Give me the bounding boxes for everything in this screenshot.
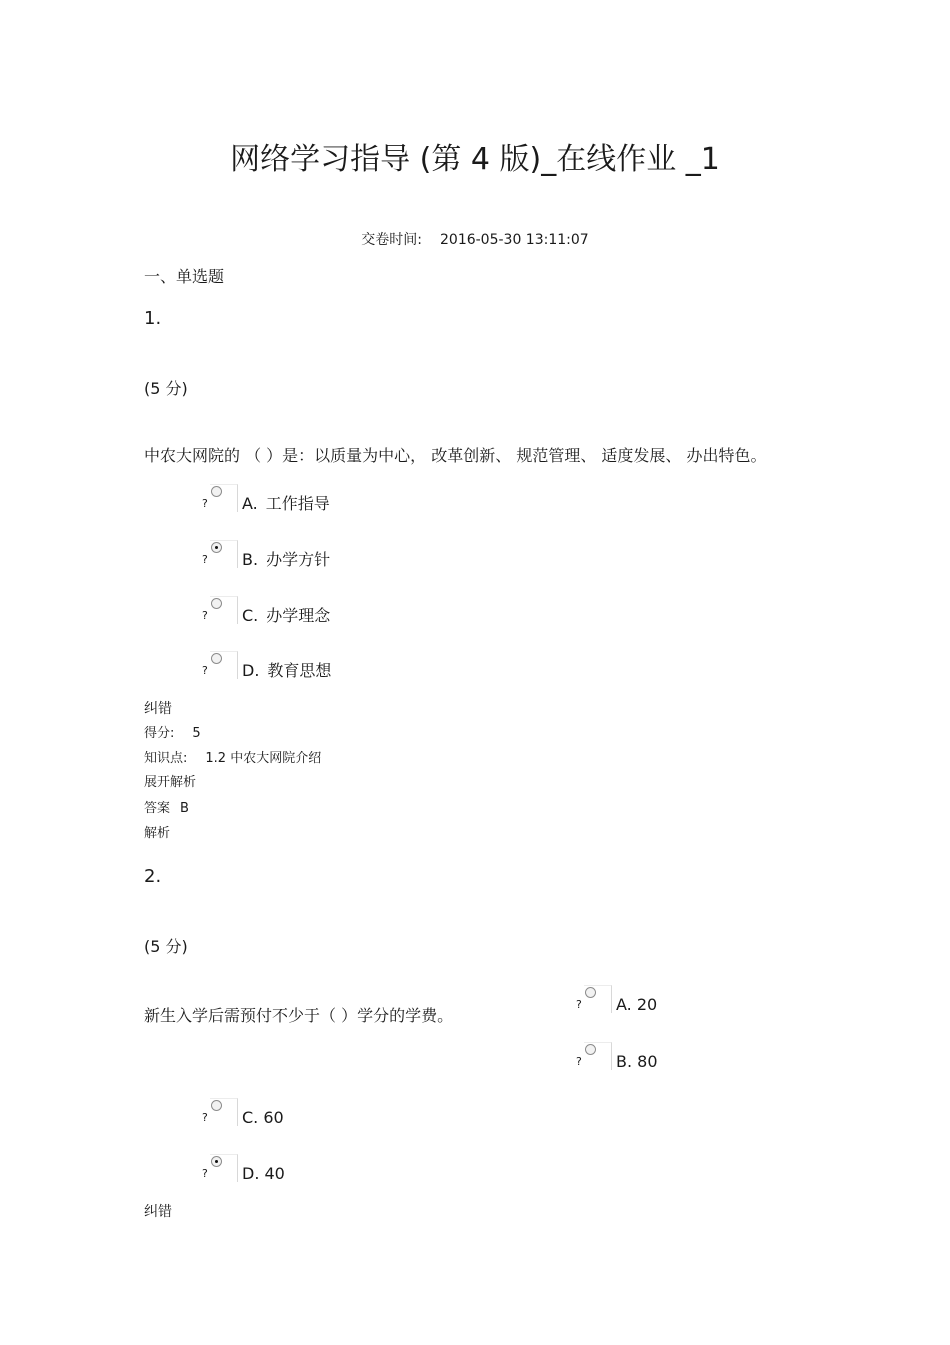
- option-letter: D.: [242, 661, 260, 680]
- radio-circle-icon: [211, 598, 222, 609]
- option-mark: ?: [202, 664, 208, 677]
- radio-dot-icon: [215, 1160, 218, 1163]
- option-letter: C.: [242, 1108, 259, 1127]
- page-title: 网络学习指导 (第 4 版)_在线作业 _1: [230, 142, 720, 177]
- question-1-answer: [144, 800, 189, 818]
- option-letter: A.: [616, 995, 632, 1014]
- question-2-number: 2.: [144, 866, 162, 887]
- option-letter: B.: [242, 550, 259, 569]
- radio-circle-icon: [211, 486, 222, 497]
- section-heading: 一、单选题: [144, 267, 225, 286]
- option-mark: ?: [576, 998, 582, 1011]
- option-mark: ?: [202, 1111, 208, 1124]
- option-mark: ?: [202, 1167, 208, 1180]
- question-2-report-error-link[interactable]: 纠错: [144, 1204, 172, 1220]
- option-letter: B.: [616, 1052, 633, 1071]
- question-2-option-b[interactable]: [576, 1042, 658, 1070]
- question-2-score: (5 分): [144, 937, 188, 956]
- option-text: 办学方针: [266, 550, 331, 569]
- submit-time-label: 交卷时间:: [361, 232, 422, 248]
- option-letter: C.: [242, 606, 259, 625]
- question-2-option-a[interactable]: [576, 985, 657, 1013]
- radio-button-selected[interactable]: [210, 1154, 238, 1182]
- option-text: 工作指导: [265, 494, 330, 513]
- knowledge-point-value: 1.2 中农大网院介绍: [205, 751, 322, 766]
- option-mark: ?: [202, 553, 208, 566]
- question-1-number: 1.: [144, 308, 162, 329]
- knowledge-point-label: 知识点:: [144, 751, 188, 766]
- question-1-report-error-link[interactable]: 纠错: [144, 701, 172, 717]
- question-2-stem: 新生入学后需预付不少于（ ）学分的学费。: [144, 1006, 454, 1025]
- question-2-option-d[interactable]: [202, 1154, 285, 1182]
- question-1-knowledge-point: [144, 750, 321, 768]
- radio-circle-icon: [211, 653, 222, 664]
- question-2-option-c[interactable]: [202, 1098, 284, 1126]
- question-1-option-d[interactable]: [202, 651, 331, 679]
- answer-label: 答案: [144, 801, 171, 816]
- got-score-label: 得分:: [144, 726, 175, 741]
- question-1-expand-analysis-link[interactable]: 展开解析: [144, 775, 197, 790]
- answer-value: B: [180, 801, 189, 816]
- radio-circle-icon: [585, 987, 596, 998]
- radio-circle-icon: [211, 1156, 222, 1167]
- question-1-got-score: [144, 725, 201, 743]
- option-text: 60: [263, 1108, 284, 1127]
- option-mark: ?: [202, 497, 208, 510]
- question-1-option-c[interactable]: [202, 596, 330, 624]
- option-letter: A.: [242, 494, 258, 513]
- option-mark: ?: [202, 609, 208, 622]
- radio-button[interactable]: [210, 651, 238, 679]
- radio-button[interactable]: [210, 484, 238, 512]
- question-1-analysis: 解析: [144, 826, 171, 841]
- radio-dot-icon: [215, 546, 218, 549]
- radio-button-selected[interactable]: [210, 540, 238, 568]
- radio-button[interactable]: [210, 1098, 238, 1126]
- got-score-value: 5: [192, 726, 201, 741]
- option-text: 教育思想: [267, 661, 332, 680]
- radio-button[interactable]: [584, 1042, 612, 1070]
- question-1-option-a[interactable]: [202, 484, 330, 512]
- option-text: 20: [636, 995, 658, 1014]
- option-text: 办学理念: [266, 606, 331, 625]
- radio-button[interactable]: [210, 596, 238, 624]
- radio-circle-icon: [211, 1100, 222, 1111]
- radio-circle-icon: [211, 542, 222, 553]
- question-1-stem: 中农大网院的 （ ）是：以质量为中心， 改革创新、 规范管理、 适度发展、 办出特色。: [144, 446, 767, 465]
- question-1-option-b[interactable]: [202, 540, 330, 568]
- option-text: 40: [264, 1164, 285, 1183]
- option-letter: D.: [242, 1164, 260, 1183]
- option-text: 80: [637, 1052, 658, 1071]
- submit-time-value: 2016-05-30 13:11:07: [440, 232, 589, 248]
- question-1-score: (5 分): [144, 379, 188, 398]
- option-mark: ?: [576, 1055, 582, 1068]
- radio-button[interactable]: [584, 985, 612, 1013]
- radio-circle-icon: [585, 1044, 596, 1055]
- submit-time-row: [0, 230, 950, 250]
